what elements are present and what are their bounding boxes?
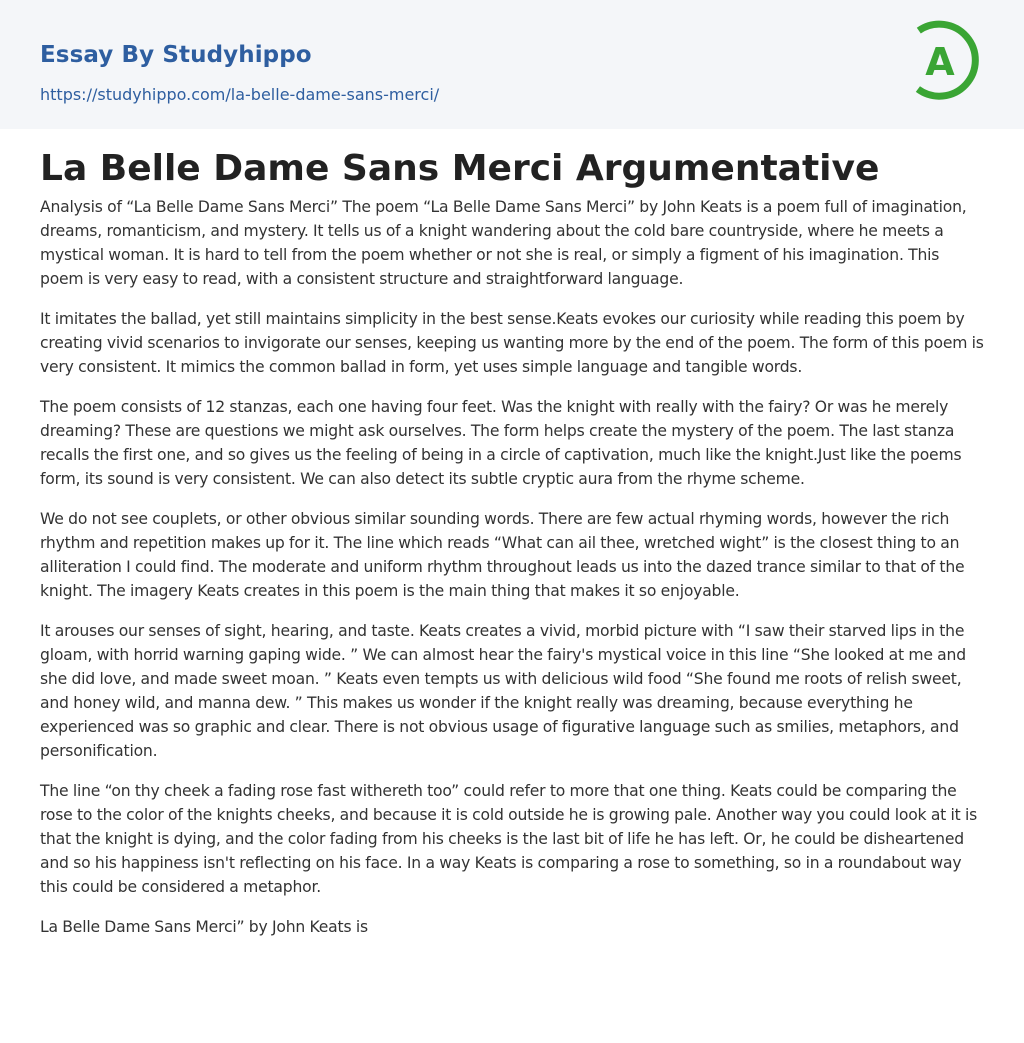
source-url-link[interactable]: https://studyhippo.com/la-belle-dame-sans-merci/ <box>40 85 440 104</box>
page-title: La Belle Dame Sans Merci Argumentative <box>40 148 880 189</box>
article <box>0 129 1024 939</box>
paragraph: The line “on thy cheek a fading rose fast withereth too” could refer to more that one thing. Keats could be comparing the rose to the color of the knights cheeks, and because it is cold outside he is growing pale. Another way you could look at it is that the knight is dying, and the color fading from his cheeks is the last bit of life he has left. Or, he could be disheartened and so his happiness isn't reflecting on his face. In a way Keats is comparing a rose to something, so in a roundabout way this could be considered a metaphor. <box>40 782 978 896</box>
logo-letter: A <box>925 40 955 84</box>
studyhippo-logo[interactable] <box>910 18 988 106</box>
paragraph: It arouses our senses of sight, hearing, and taste. Keats creates a vivid, morbid picture with “I saw their starved lips in the gloam, with horrid warning gaping wide. ” We can almost hear the fairy's mystical voice in this line “She looked at me and she did love, and made sweet moan. ” Keats even tempts us with delicious wild food “She found me roots of relish sweet, and honey wild, and manna dew. ” This makes us wonder if the knight really was dreaming, because everything he experienced was so graphic and clear. There is not obvious usage of figurative language such as smilies, metaphors, and personification. <box>40 622 966 760</box>
logo-icon <box>910 18 988 106</box>
paragraph: The poem consists of 12 stanzas, each one having four feet. Was the knight with really with the fairy? Or was he merely dreaming? These are questions we might ask ourselves. The form helps create the mystery of the poem. The last stanza recalls the first one, and so gives us the feeling of being in a circle of captivation, much like the knight.Just like the poems form, its sound is very consistent. We can also detect its subtle cryptic aura from the rhyme scheme. <box>40 398 962 488</box>
paragraph: We do not see couplets, or other obvious similar sounding words. There are few actual rhyming words, however the rich rhythm and repetition makes up for it. The line which reads “What can ail thee, wretched wight” is the closest thing to an alliteration I could find. The moderate and uniform rhythm throughout leads us into the dazed trance similar to that of the knight. The imagery Keats creates in this poem is the main thing that makes it so enjoyable. <box>40 510 965 600</box>
site-name: Essay By Studyhippo <box>40 42 312 68</box>
paragraph: It imitates the ballad, yet still maintains simplicity in the best sense.Keats evokes our curiosity while reading this poem by creating vivid scenarios to invigorate our senses, keeping us wanting more by the end of the poem. The form of this poem is very consistent. It mimics the common ballad in form, yet uses simple language and tangible words. <box>40 310 984 376</box>
paragraph: La Belle Dame Sans Merci” by John Keats is <box>40 918 368 936</box>
site-header <box>0 0 1024 129</box>
paragraph: Analysis of “La Belle Dame Sans Merci” The poem “La Belle Dame Sans Merci” by John Keats is a poem full of imagination, dreams, romanticism, and mystery. It tells us of a knight wandering about the cold bare countryside, where he meets a mystical woman. It is hard to tell from the poem whether or not she is real, or simply a figment of his imagination. This poem is very easy to read, with a consistent structure and straightforward language. <box>40 198 967 288</box>
